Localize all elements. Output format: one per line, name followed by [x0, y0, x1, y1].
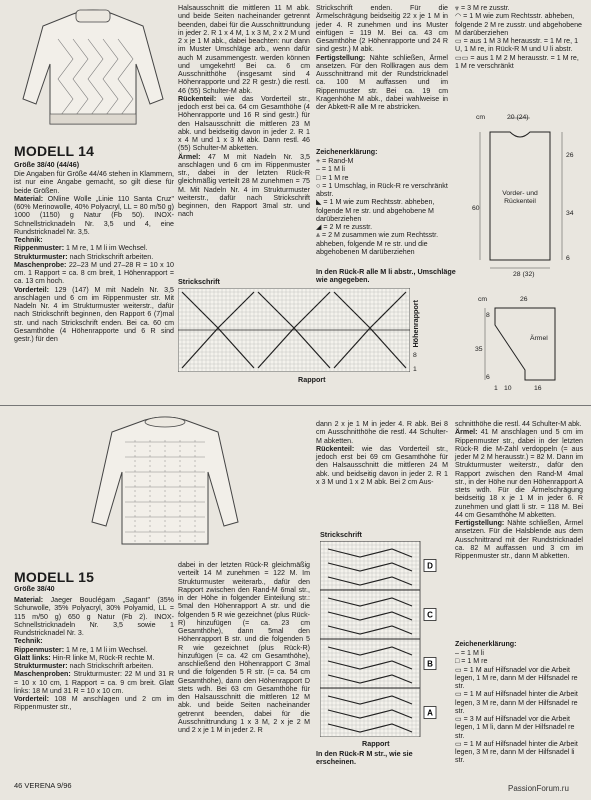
paragraph-label: Fertigstellung:	[316, 53, 366, 62]
paragraph-label: Maschenproben:	[14, 670, 71, 679]
model-15-chart-label: Strickschrift	[320, 530, 362, 539]
paragraph	[14, 253, 174, 261]
paragraph-label: Material:	[14, 596, 44, 604]
model-15-column-3	[316, 420, 448, 486]
paragraph-text: 41 M anschlagen und 5 cm im Rippenmuster str., dabei in der letzten Rück-R die M-Zahl verdoppeln (= aus jeder M 2 M herausstr.) = 82 M. Dann im Strukturmuster weiterstr., dafür den Rapport zwischen den Rand-M 4mal str., in der Höhe nur den Höhenrapport A stets wdh. Für die Ärmelschrägung beidseitig 18 x je 1 M in jeder 6. R zunehmen und glatt li str. = 118 M. Bei 44 cm Gesamthöhe M abketten.	[455, 428, 583, 519]
paragraph-text: 1 M re, 1 M li im Wechsel.	[64, 244, 148, 253]
paragraph	[14, 244, 174, 252]
body-cm-top: cm	[476, 114, 486, 121]
model-14-legend	[316, 157, 448, 256]
legend-item: ◢ = 2 M re zusstr.	[316, 223, 373, 231]
legend-item: ⩔ = 3 M re zusstr.	[455, 4, 510, 12]
legend-item: + = Rand-M	[316, 157, 354, 165]
paragraph	[316, 4, 448, 54]
paragraph-label: Rückenteil:	[178, 94, 217, 103]
paragraph-label: Ärmel:	[178, 152, 201, 161]
body-height-26: 26	[566, 152, 574, 159]
paragraph	[178, 153, 310, 219]
sleeve-cm: cm	[478, 296, 488, 303]
paragraph-label: Vorderteil:	[14, 285, 49, 294]
paragraph-label: Rippenmuster:	[14, 244, 65, 253]
sleeve-height-35: 35	[475, 346, 483, 353]
model-15-column-1	[14, 596, 174, 712]
paragraph-text: Hin-R linke M, Rück-R rechte M.	[50, 653, 155, 662]
sleeve-width-16: 16	[534, 385, 542, 392]
sweater-illustration-modell-14	[18, 4, 168, 134]
model-15-chart-caption: In den Rück-R M str., wie sie erscheinen.	[316, 749, 413, 766]
model-14-chart-label: Strickschrift	[178, 277, 220, 286]
sleeve-width-1: 1	[494, 385, 498, 392]
paragraph-label: Fertigstellung:	[455, 519, 505, 527]
model-divider	[0, 405, 591, 406]
paragraph-text: Die Angaben für Größe 44/46 stehen in Klammern, ist nur eine Angabe gemacht, so gilt diese für beide Größen.	[14, 170, 174, 195]
sleeve-height-6: 6	[486, 374, 490, 381]
paragraph-text: dabei in der letzten Rück-R gleichmäßig verteilt 14 M zunehmen = 122 M. Im Strukturmuster weiterarb., dafür den Rapport zwischen den Rand-M 6mal str., in der Höhe in folgender Einteilung str.: 5mal den Höhenrapport A str. und die folgenden 5 R wie gezeichnet (plus Rück-R) hinzufügen (= ca. 23 cm Gesamthöhe), dann 5mal den Höhenrapport B str. und die folgenden 5 R wie gezeichnet (plus Rück-R) hinzufügen (= ca. 42 cm Gesamthöhe), anschließend den Höhenrapport C 3mal und die folgenden 5 R str. (= ca. 54 cm Gesamthöhe), dann den Höhenrapport D stets wdh. Bei 63 cm Gesamthöhe für den Halsausschnitt die mittleren 12 M abk. und beide Seiten nacheinander getrennt beenden, dabei für die Ausschnittrundung 1 x 3 M, 2 x je 2 M und 2 x je 1 M in jeder 2. R	[178, 561, 310, 734]
legend-item: ▭ = 1 M auf Hilfsnadel vor die Arbeit legen, 1 M re, dann M der Hilfsnadel re str.	[455, 665, 578, 690]
paragraph-text: schnitthöhe die restl. 44 Schulter-M abk.	[455, 420, 582, 428]
paragraph-text: Strukturmuster: 22 M und 31 R = 10 x 10 cm, 1 Rapport = ca. 9 cm breit. Glatt links: 18 M und 31 R = 10 x 10 cm.	[14, 670, 174, 695]
body-height-60: 60	[472, 205, 480, 212]
paragraph	[14, 261, 174, 286]
paragraph-text: Halsausschnitt die mittleren 11 M abk. und beide Seiten nacheinander getrennt beenden, dabei für die Ausschnittrundung in jeder 2. R 1 x 4 M, 1 x 3 M, 2 x 2 M und 2 x je 1 M abk., dabei beachten: nur dann im Muster Umschläge arb., wenn dafür auch M zusammengestr. werden können und umgekehrt! Bei ca. 6 cm Ausschnitthöhe (insgesamt sind 4 Höhenrapporte und 22 R gestr.) die restl. 46 (55) Schulter-M abk.	[178, 4, 310, 95]
paragraph-label: Strukturmuster:	[14, 252, 68, 261]
model-14-legend-right	[455, 4, 583, 70]
model-14-heading: MODELL 14	[14, 143, 95, 159]
paragraph	[14, 662, 174, 670]
paragraph	[14, 195, 174, 236]
paragraph	[455, 519, 583, 560]
paragraph-text: wie das Vorderteil str., jedoch erst bei 69 cm Gesamthöhe für den Halsausschnitt die mittleren 24 M abk. und beidseitig davon in jeder 2. R 1 x 3 M und 1 x 2 M abk. Bei 2 cm Aus-	[316, 444, 448, 486]
legend-item: □ = 1 M re	[455, 657, 488, 666]
model-14-hoehenrapport-label: Höhenrapport	[411, 300, 420, 348]
model-15-heading: MODELL 15	[14, 569, 95, 585]
model-15-legend	[455, 649, 583, 765]
section-label: B	[427, 659, 433, 669]
paragraph-text: wie das Vorderteil str., jedoch erst bei ca. 64 cm Gesamthöhe (4 Höhenrapporte und 16 R sind gestr.) für den Halsausschnitt die mittleren 23 M abk. und beidseitig davon in jeder 2. R 1 x 4 M und 1 x 3 M abk. Dann restl. 46 (55) Schulter-M abketten.	[178, 94, 310, 153]
paragraph	[455, 420, 583, 428]
paragraph	[14, 695, 174, 712]
paragraph-label: Maschenprobe:	[14, 260, 67, 269]
body-width-bottom: 28 (32)	[513, 271, 535, 278]
sleeve-label: Ärmel	[530, 335, 548, 342]
legend-item: – = 1 M li	[455, 649, 484, 657]
paragraph-text: Nähte schließen, Ärmel ansetzen. Für die Halsblende aus dem Ausschnittrand mit der Rundstricknadel ca. 82 M auffassen und 3 cm im Rippenmuster str., dann M abketten.	[455, 519, 583, 560]
model-14-chart-caption: In den Rück-R alle M li abstr., Umschläge wie angegeben.	[316, 267, 456, 284]
legend-item: ⩓ = 2 M zusammen wie zum Rechtsstr. abheben, folgende M re str. und die abgehobenen M darüberziehen	[316, 231, 439, 256]
body-height-6: 6	[566, 255, 570, 262]
model-15-legend-title: Zeichenerklärung:	[455, 640, 517, 648]
model-15-rapport-label: Rapport	[362, 739, 390, 748]
sleeve-width-10: 10	[504, 385, 512, 392]
paragraph	[14, 646, 174, 654]
model-14-size: Größe 38/40 (44/46)	[14, 161, 80, 169]
section-label: C	[427, 610, 433, 620]
paragraph	[14, 654, 174, 662]
paragraph	[178, 561, 310, 734]
paragraph-text: Strickschrift enden. Für die Ärmelschrägung beidseitig 22 x je 1 M in jeder 4. R zunehmen und ins Muster einfügen = 119 M. Bei ca. 43 cm Gesamthöhe (2 Höhenrapporte und 24 R sind gestr.) M abk.	[316, 4, 448, 54]
chart-row-8: 8	[413, 352, 417, 359]
paragraph-text: Jaeger Bouclégam „Sagant" (35% Schurwolle, 35% Polyacryl, 30% Polyamid, LL = 115 m/50 g) 650 g Natur (Fb 2). INOX-Schnellstricknadeln Nr. 3,5 sowie 1 Rundstricknadel Nr. 3.	[14, 596, 174, 637]
paragraph	[14, 596, 174, 637]
paragraph-text: nach Strickschrift arbeiten.	[67, 662, 154, 670]
paragraph-label: Material:	[14, 194, 44, 203]
paragraph	[316, 420, 448, 445]
legend-item: ▭ = aus 1 M 3 M herausstr. = 1 M re, 1 U, 1 M re, in Rück-R M und U li abstr.	[455, 37, 579, 54]
paragraph-text: Nähte schließen, Ärmel ansetzen. Für den Rollkragen aus dem Ausschnittrand mit der Rundstricknadel ca. 100 M auffassen und im Rippenmuster str. Bei ca. 19 cm Kragenhöhe M abk., dabei wahlweise in der Abkett-R alle M re abstricken.	[316, 53, 448, 111]
paragraph-text: 108 M anschlagen und 2 cm im Rippenmuster str.,	[14, 695, 174, 712]
model-14-column-1	[14, 170, 174, 343]
chart-row-1: 1	[413, 366, 417, 373]
model-15-column-2	[178, 561, 310, 734]
legend-item: □ = 1 M re	[316, 173, 349, 182]
sleeve-height-8: 8	[486, 312, 490, 319]
paragraph	[316, 445, 448, 486]
body-height-34: 34	[566, 210, 574, 217]
body-label: Vorder- und Rückenteil	[502, 190, 538, 205]
paragraph-label: Vorderteil:	[14, 695, 49, 703]
legend-item: – = 1 M li	[316, 165, 345, 174]
legend-item: ◣ = 1 M wie zum Rechtsstr. abheben, folgende M re str. und abgehobene M darüberziehen	[316, 198, 435, 223]
model-15-column-4	[455, 420, 583, 560]
paragraph	[14, 637, 174, 645]
model-14-column-3	[316, 4, 448, 111]
legend-item: ◠ = 1 M wie zum Rechtsstr. abheben, folgende 2 M re zusstr. und abgehobene M darüberziehen	[455, 12, 582, 37]
model-14-column-2	[178, 4, 310, 219]
paragraph-text: 1 M re, 1 M li im Wechsel.	[64, 645, 148, 654]
paragraph	[316, 54, 448, 112]
model-15-knitting-chart	[320, 541, 440, 737]
section-label: A	[427, 708, 433, 718]
legend-item: ▭▭ = aus 1 M 2 M herausstr. = 1 M re, 1 M re verschränkt	[455, 53, 579, 70]
paragraph	[178, 4, 310, 95]
paragraph-label: Ärmel:	[455, 428, 478, 437]
paragraph-label: Rückenteil:	[316, 444, 355, 453]
body-width-neck: 20 (24)	[507, 114, 529, 121]
paragraph-label: Glatt links:	[14, 653, 51, 662]
model-15-size: Größe 38/40	[14, 585, 55, 593]
model-14-knitting-chart	[178, 288, 410, 372]
legend-item: ▭ = 3 M auf Hilfsnadel vor die Arbeit legen, 1 M li, dann M der Hilfsnadel re str.	[455, 715, 575, 740]
watermark: PassionForum.ru	[508, 784, 569, 793]
paragraph-text: dann 2 x je 1 M in jeder 4. R abk. Bei 8 cm Ausschnitthöhe die restl. 44 Schulter-M abketten.	[316, 420, 448, 445]
paragraph-label: Technik:	[14, 637, 43, 646]
page-footer: 46 VERENA 9/96	[14, 781, 72, 790]
paragraph	[455, 428, 583, 519]
model-14-legend-title: Zeichenerklärung:	[316, 148, 378, 156]
model-14-rapport-label: Rapport	[298, 375, 326, 384]
paragraph	[14, 170, 174, 195]
sleeve-width-26: 26	[520, 296, 528, 303]
paragraph-text: 22–23 M und 27–28 R = 10 x 10 cm. 1 Rapport = ca. 8 cm breit, 1 Höhenrapport = ca. 13 cm hoch.	[14, 260, 174, 286]
legend-item: ▭ = 1 M auf Hilfsnadel hinter die Arbeit legen, 3 M re, dann M der Hilfsnadel re str.	[455, 690, 578, 715]
paragraph	[178, 95, 310, 153]
paragraph	[14, 236, 174, 244]
paragraph-text: ONline Wolle „Linie 110 Santa Cruz" (60% Merinowolle, 40% Polyacryl, LL = 80 m/50 g) 1000 (1150) g Natur (Fb 50). INOX-Schnellstricknadeln Nr. 3,5 und 4, eine Rundstricknadel Nr. 3,5.	[14, 194, 174, 236]
paragraph	[14, 670, 174, 695]
paragraph-text: 47 M mit Nadeln Nr. 3,5 anschlagen und 6 cm im Rippenmuster str., dabei in der letzten Rück-R gleichmäßig verteilt 28 M zunehmen = 75 M. Mit Nadeln Nr. 4 im Strukturmuster weiterstr., dafür nach Strickschrift beginnen, den Rapport 3mal str. und nach	[178, 152, 310, 219]
paragraph-text: 129 (147) M mit Nadeln Nr. 3,5 anschlagen und 6 cm im Rippenmuster str. Mit Nadeln Nr. 4 im Strukturmuster weiterstr., dafür nach Strickschrift beginnen, den Rapport 6 (7)mal str. und nach Strickschrift enden. Bei ca. 60 cm Gesamthöhe (4 Höhenrapporte und 6 R sind gestr.) für den	[14, 285, 174, 343]
paragraph-label: Strukturmuster:	[14, 662, 68, 670]
sweater-illustration-modell-15	[90, 412, 240, 552]
paragraph-label: Technik:	[14, 236, 43, 244]
legend-item: ▭ = 1 M auf Hilfsnadel hinter die Arbeit legen, 3 M re, dann M der Hilfsnadel li str.	[455, 739, 578, 765]
section-label: D	[427, 561, 433, 571]
paragraph-label: Rippenmuster:	[14, 645, 65, 654]
legend-item: ○ = 1 Umschlag, in Rück-R re verschränkt abstr.	[316, 181, 448, 198]
paragraph	[14, 286, 174, 344]
paragraph-text: nach Strickschrift arbeiten.	[67, 252, 154, 261]
